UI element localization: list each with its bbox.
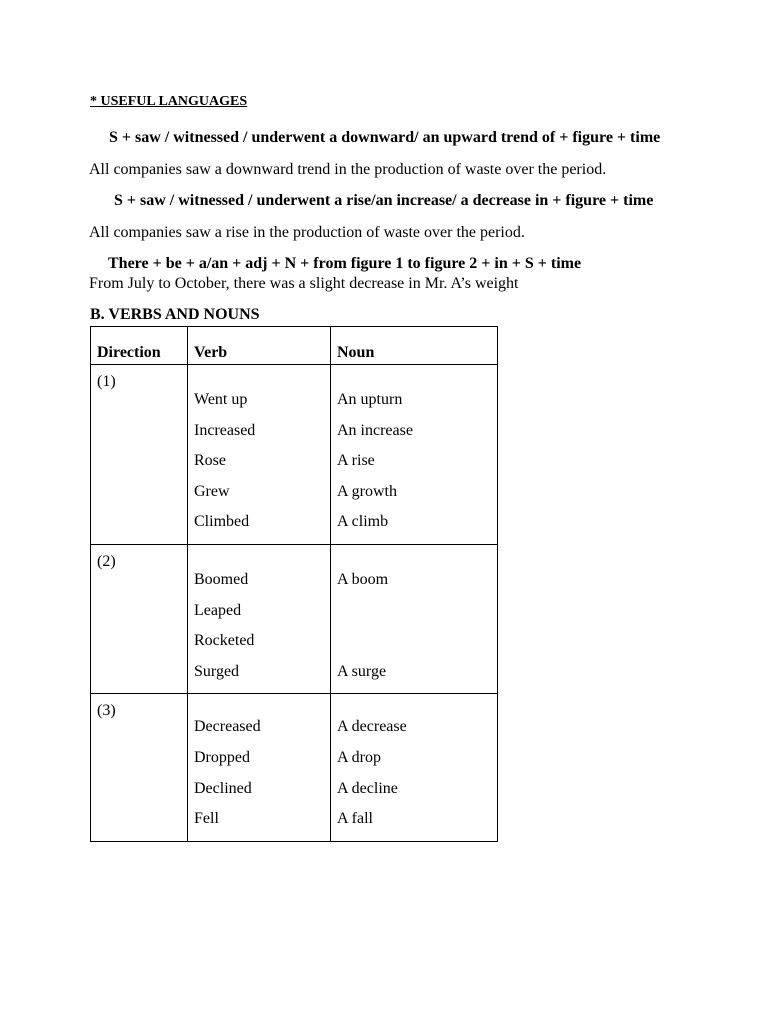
header-verb: Verb: [188, 327, 331, 365]
useful-languages-heading: * USEFUL LANGUAGES: [90, 94, 248, 109]
verb-item: Dropped: [194, 748, 250, 766]
table-row: [91, 365, 498, 545]
verb-item: Fell: [194, 810, 219, 828]
noun-item: A rise: [337, 452, 375, 470]
direction-label: (3): [97, 702, 116, 720]
noun-item: An upturn: [337, 391, 403, 408]
header-noun: Noun: [331, 327, 498, 365]
direction-label: (1): [97, 373, 116, 390]
noun-item: An increase: [337, 421, 413, 439]
noun-item: [337, 632, 491, 663]
direction-cell: [91, 544, 188, 693]
verb-cell: [188, 365, 331, 545]
verb-item: Boomed: [194, 570, 249, 588]
direction-cell: [91, 365, 188, 545]
noun-item: A drop: [337, 748, 381, 766]
noun-item: A climb: [337, 513, 389, 531]
verb-item: Declined: [194, 779, 252, 797]
direction-cell: [91, 694, 188, 841]
verb-cell: [188, 544, 331, 693]
verb-item: Surged: [194, 662, 240, 680]
verb-item: Leaped: [194, 601, 242, 619]
verb-item: Rocketed: [194, 632, 255, 650]
verb-item: Climbed: [194, 513, 250, 531]
pattern-formula-2: S + saw / witnessed / underwent a rise/an increase/ a decrease in + figure + time: [114, 192, 654, 209]
noun-cell: [331, 365, 498, 545]
verbs-nouns-table: [90, 326, 498, 842]
table-header-row: [91, 327, 498, 365]
verb-item: Increased: [194, 421, 256, 439]
pattern-formula-3: There + be + a/an + adj + N + from figure 1 to figure 2 + in + S + time: [108, 255, 582, 272]
pattern-formula-1: S + saw / witnessed / underwent a downward/ an upward trend of + figure + time: [109, 129, 661, 146]
noun-item: A decline: [337, 779, 398, 797]
noun-item: A fall: [337, 810, 373, 828]
noun-item: [337, 602, 491, 633]
direction-label: (2): [97, 552, 116, 570]
noun-item: A boom: [337, 570, 389, 588]
table-row: [91, 544, 498, 693]
noun-item: A surge: [337, 662, 387, 680]
noun-cell: [331, 544, 498, 693]
noun-item: A growth: [337, 482, 397, 500]
pattern-example-1: All companies saw a downward trend in the production of waste over the period.: [89, 161, 607, 178]
header-direction: Direction: [91, 327, 188, 365]
pattern-example-2: All companies saw a rise in the production of waste over the period.: [89, 224, 525, 241]
verb-cell: [188, 694, 331, 841]
verb-item: Decreased: [194, 718, 261, 736]
verb-item: Grew: [194, 482, 230, 500]
verb-item: Went up: [194, 391, 248, 408]
table-row: [91, 694, 498, 841]
noun-cell: [331, 694, 498, 841]
verb-item: Rose: [194, 452, 226, 470]
pattern-example-3: From July to October, there was a slight decrease in Mr. A’s weight: [89, 275, 519, 292]
noun-item: A decrease: [337, 718, 407, 736]
section-b-title: B. VERBS AND NOUNS: [90, 306, 260, 323]
